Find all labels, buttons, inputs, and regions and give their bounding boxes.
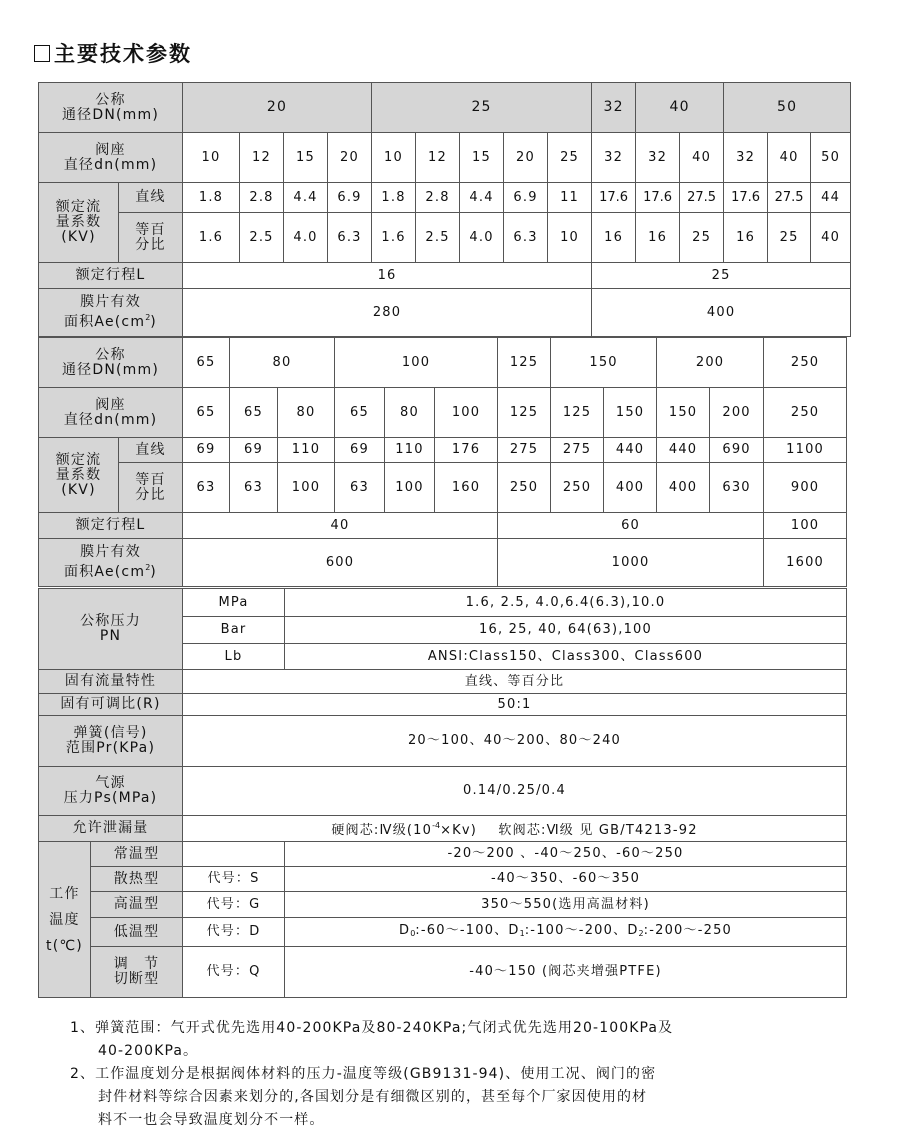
rangeability-row [39,694,847,716]
area-value: 280 [183,289,592,337]
temp-code: 代号：G [183,892,285,918]
dn-value: 80 [230,338,335,388]
dn-value: 20 [183,83,372,133]
temp-range: -40～350、-60～350 [285,867,847,892]
footnote-1-line-2: 40-200KPa。 [98,1043,199,1059]
air-value: 0.14/0.25/0.4 [183,767,847,816]
kv-eq-cell: 400 [604,463,657,513]
dn-value: 125 [498,338,551,388]
kv-eq-cell: 100 [385,463,435,513]
kv-linear-cell: 11 [548,183,592,213]
temp-label: 工作 温度 t(℃) [39,842,91,998]
kv-eq-cell: 630 [710,463,764,513]
seat-cell: 200 [710,388,764,438]
kv-linear-cell: 4.4 [460,183,504,213]
kv-eq-row [39,213,851,263]
seat-cell: 250 [764,388,847,438]
seat-cell: 10 [372,133,416,183]
seat-cell: 125 [498,388,551,438]
kv-eq-cell: 2.5 [240,213,284,263]
kv-linear-cell: 4.4 [284,183,328,213]
kv-linear-cell: 69 [230,438,278,463]
stroke-value: 25 [592,263,851,289]
kv-linear-cell: 176 [435,438,498,463]
checkbox-square-icon [34,45,50,62]
kv-eq-cell: 63 [183,463,230,513]
kv-eq-cell: 900 [764,463,847,513]
footnote-2-line-2: 封件材料等综合因素来划分的,各国划分是有细微区别的，甚至每个厂家因使用的材 [98,1089,648,1105]
stroke-value: 100 [764,513,847,539]
spring-row [39,716,847,767]
seat-cell: 40 [768,133,811,183]
seat-cell: 80 [278,388,335,438]
kv-linear-cell: 440 [657,438,710,463]
pn-row-mpa [39,589,847,617]
temp-row-heat-sink [39,867,847,892]
kv-linear-cell: 110 [278,438,335,463]
temp-code: 代号：D [183,918,285,947]
temp-type: 调 节 切断型 [91,947,183,998]
flow-char-row [39,670,847,694]
kv-linear-cell: 2.8 [240,183,284,213]
seat-cell: 32 [724,133,768,183]
kv-eq-cell: 400 [657,463,710,513]
temp-range-low: $D_0:-60\sim-100$、$D_1:-100\sim-200$、$D_2:-200\sim-250$ [285,918,847,947]
air-row [39,767,847,816]
kv-eq-cell: 10 [548,213,592,263]
seat-cell: 10 [183,133,240,183]
seat-cell: 12 [240,133,284,183]
flow-char-value: 直线、等百分比 [183,670,847,694]
eq-label: 等百 分比 [119,213,183,263]
kv-linear-cell: 6.9 [504,183,548,213]
rangeability-label: 固有可调比(R) [39,694,183,716]
leakage-label: 允许泄漏量 [39,816,183,842]
kv-linear-cell: 6.9 [328,183,372,213]
footnote-2-line-3: 料不一也会导致温度划分不一样。 [98,1112,325,1128]
seat-cell: 50 [811,133,851,183]
kv-eq-cell: 16 [636,213,680,263]
dn-value: 50 [724,83,851,133]
stroke-row [39,513,847,539]
leakage-value: 硬阀芯:Ⅳ级$(10^{-4}\times Kv)$ 软阀芯:Ⅵ级 见 GB/T4213-92 [183,816,847,842]
seat-cell: 15 [284,133,328,183]
kv-linear-cell: 690 [710,438,764,463]
dn-value: 150 [551,338,657,388]
kv-linear-cell: 17.6 [592,183,636,213]
area-value: 1600 [764,539,847,587]
kv-eq-cell: 63 [230,463,278,513]
dn-label: 公称 通径DN(mm) [39,83,183,133]
kv-linear-cell: 27.5 [680,183,724,213]
temp-type: 散热型 [91,867,183,892]
linear-label: 直线 [119,438,183,463]
dn-value: 65 [183,338,230,388]
seat-cell: 12 [416,133,460,183]
kv-linear-row [39,183,851,213]
rangeability-value: 50:1 [183,694,847,716]
kv-linear-cell: 17.6 [636,183,680,213]
seat-row [39,133,851,183]
area-value: 400 [592,289,851,337]
pn-label: 公称压力 PN [39,589,183,670]
spring-value: 20～100、40～200、80～240 [183,716,847,767]
seat-row [39,388,847,438]
seat-cell: 25 [548,133,592,183]
kv-eq-cell: 2.5 [416,213,460,263]
temp-code: 代号：S [183,867,285,892]
footnotes [70,1017,673,1132]
kv-linear-cell: 69 [183,438,230,463]
seat-cell: 40 [680,133,724,183]
leakage-row [39,816,847,842]
kv-eq-cell: 16 [592,213,636,263]
kv-eq-cell: 1.6 [183,213,240,263]
pn-unit: Bar [183,617,285,644]
kv-eq-cell: 4.0 [284,213,328,263]
kv-eq-cell: 160 [435,463,498,513]
seat-cell: 125 [551,388,604,438]
kv-linear-cell: 1.8 [372,183,416,213]
temp-code: 代号：Q [183,947,285,998]
temp-type: 常温型 [91,842,183,867]
stroke-label: 额定行程L [39,263,183,289]
temp-range: 350～550(选用高温材料) [285,892,847,918]
seat-cell: 20 [328,133,372,183]
kv-eq-cell: 6.3 [504,213,548,263]
kv-linear-cell: 2.8 [416,183,460,213]
dn-row [39,338,847,388]
kv-linear-cell: 27.5 [768,183,811,213]
area-value: 1000 [498,539,764,587]
area-label: 膜片有效 面积$Ae(cm^2)$ [39,289,183,337]
seat-cell: 15 [460,133,504,183]
area-row [39,539,847,587]
temp-code [183,842,285,867]
temp-row-low [39,918,847,947]
seat-cell: 150 [604,388,657,438]
dn-value: 100 [335,338,498,388]
kv-linear-cell: 275 [498,438,551,463]
area-label: 膜片有效 面积$Ae(cm^2)$ [39,539,183,587]
pn-value: ANSI:Class150、Class300、Class600 [285,644,847,670]
pn-unit: Lb [183,644,285,670]
kv-eq-row [39,463,847,513]
temp-row-high [39,892,847,918]
dn-row [39,83,851,133]
pn-value: 16, 25, 40, 64(63),100 [285,617,847,644]
dn-value: 32 [592,83,636,133]
kv-eq-cell: 250 [498,463,551,513]
air-label: 气源 压力Ps(MPa) [39,767,183,816]
stroke-value: 40 [183,513,498,539]
stroke-label: 额定行程L [39,513,183,539]
footnote-1-line-1: 1、弹簧范围：气开式优先选用40-200KPa及80-240KPa;气闭式优先选用20-100KPa及 [70,1020,674,1036]
kv-linear-row [39,438,847,463]
kv-linear-cell: 44 [811,183,851,213]
pn-unit: MPa [183,589,285,617]
dn-value: 200 [657,338,764,388]
kv-linear-cell: 17.6 [724,183,768,213]
seat-cell: 150 [657,388,710,438]
stroke-value: 16 [183,263,592,289]
kv-eq-cell: 25 [768,213,811,263]
dn-value: 40 [636,83,724,133]
kv-eq-cell: 40 [811,213,851,263]
kv-linear-cell: 110 [385,438,435,463]
kv-label: 额定流 量系数 (KV) [39,438,119,513]
temp-row-normal [39,842,847,867]
kv-linear-cell: 440 [604,438,657,463]
kv-eq-cell: 16 [724,213,768,263]
kv-eq-cell: 25 [680,213,724,263]
seat-cell: 65 [183,388,230,438]
area-row [39,289,851,337]
kv-eq-cell: 6.3 [328,213,372,263]
kv-linear-cell: 1.8 [183,183,240,213]
kv-eq-cell: 250 [551,463,604,513]
kv-label: 额定流 量系数 (KV) [39,183,119,263]
temp-range: -40～150 (阀芯夹增强PTFE) [285,947,847,998]
temp-type: 高温型 [91,892,183,918]
seat-label: 阀座 直径dn(mm) [39,133,183,183]
seat-cell: 65 [335,388,385,438]
area-value: 600 [183,539,498,587]
eq-label: 等百 分比 [119,463,183,513]
spec-table-small-dn [38,82,851,337]
seat-cell: 100 [435,388,498,438]
temp-range: -20～200 、-40～250、-60～250 [285,842,847,867]
pn-value: 1.6, 2.5, 4.0,6.4(6.3),10.0 [285,589,847,617]
kv-eq-cell: 63 [335,463,385,513]
seat-cell: 32 [636,133,680,183]
flow-char-label: 固有流量特性 [39,670,183,694]
kv-eq-cell: 100 [278,463,335,513]
temp-row-regulating [39,947,847,998]
stroke-value: 60 [498,513,764,539]
seat-cell: 65 [230,388,278,438]
seat-cell: 20 [504,133,548,183]
temp-type: 低温型 [91,918,183,947]
kv-linear-cell: 1100 [764,438,847,463]
seat-cell: 32 [592,133,636,183]
kv-eq-cell: 1.6 [372,213,416,263]
dn-value: 25 [372,83,592,133]
section-title [34,42,192,66]
section-title-text: 主要技术参数 [54,42,192,66]
stroke-row [39,263,851,289]
seat-label: 阀座 直径dn(mm) [39,388,183,438]
dn-value: 250 [764,338,847,388]
spring-label: 弹簧(信号) 范围Pr(KPa) [39,716,183,767]
kv-eq-cell: 4.0 [460,213,504,263]
seat-cell: 80 [385,388,435,438]
dn-label: 公称 通径DN(mm) [39,338,183,388]
kv-linear-cell: 275 [551,438,604,463]
spec-table-large-dn [38,337,847,587]
footnote-2-line-1: 2、工作温度划分是根据阀体材料的压力-温度等级(GB9131-94)、使用工况、阀门的密 [70,1066,657,1082]
kv-linear-cell: 69 [335,438,385,463]
spec-table-general [38,588,847,998]
linear-label: 直线 [119,183,183,213]
